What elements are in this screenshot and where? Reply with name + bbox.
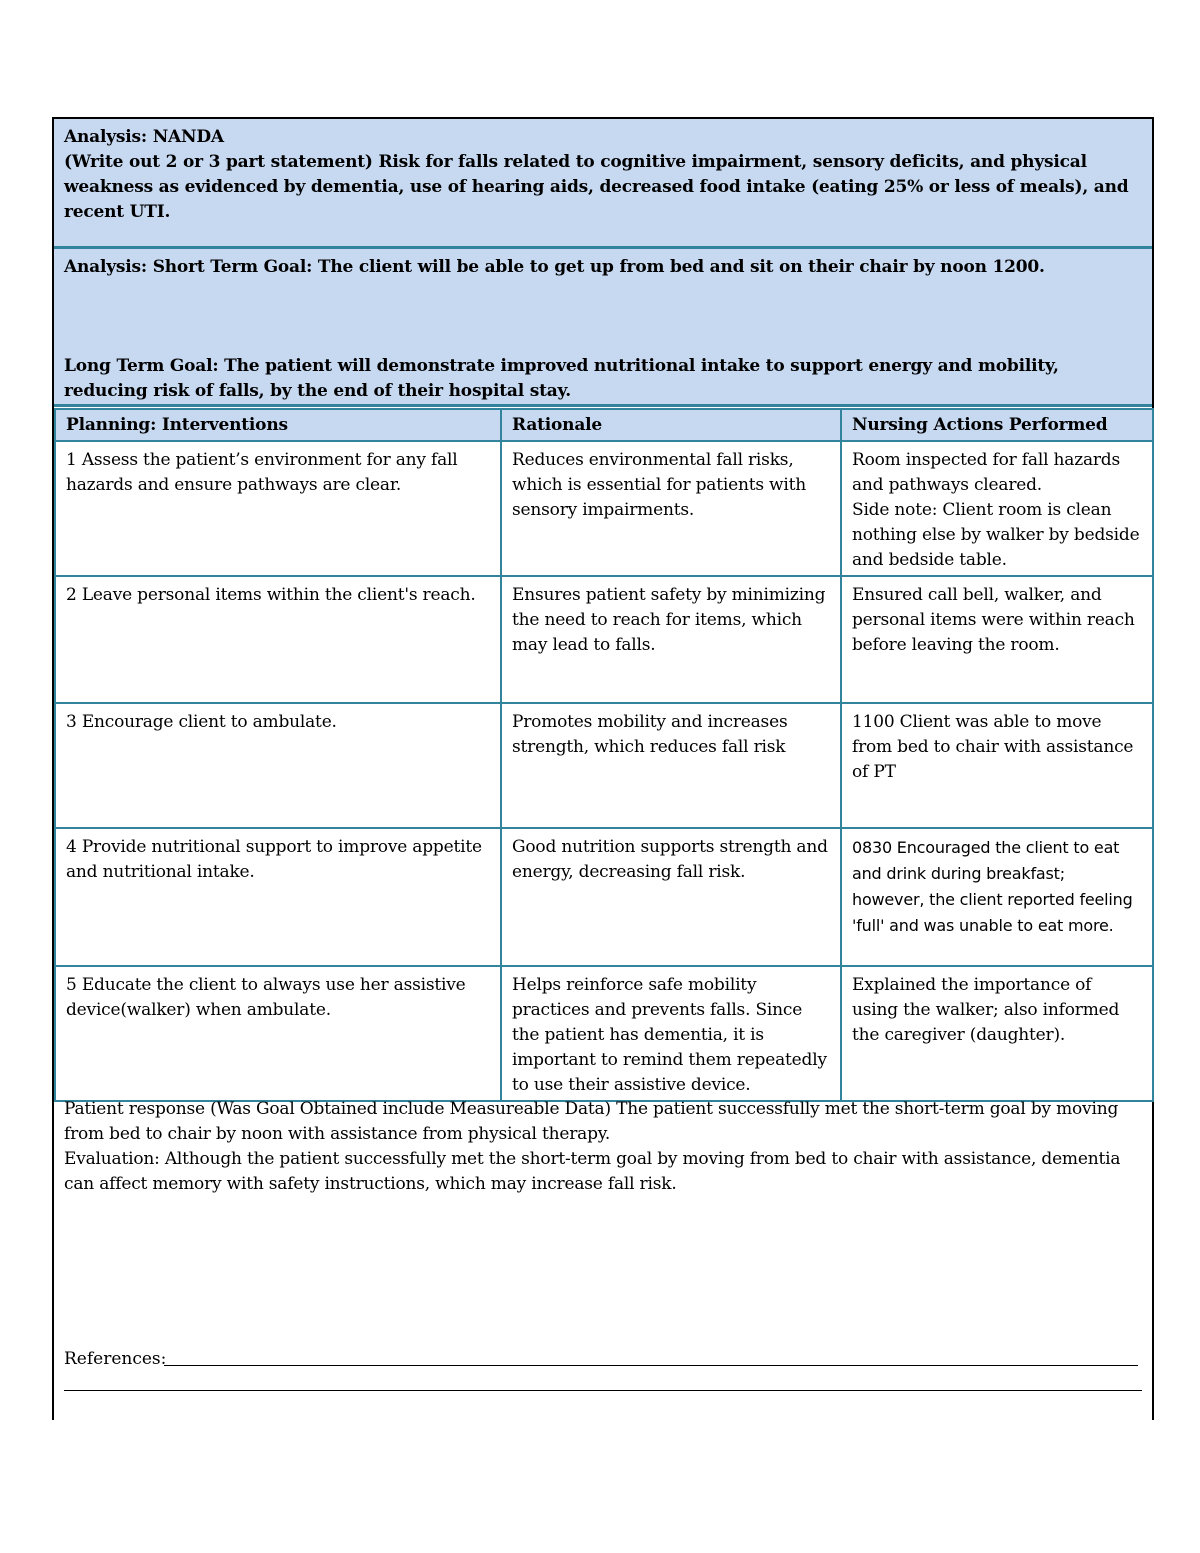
action-text: Room inspected for fall hazards and pathways cleared. [852,450,1121,495]
rationale-cell: Good nutrition supports strength and energy, decreasing fall risk. [501,828,841,966]
table-row [55,828,1153,966]
intervention-cell: 5 Educate the client to always use her assistive device(walker) when ambulate. [55,966,501,1101]
intervention-cell: 3 Encourage client to ambulate. [55,703,501,828]
nanda-section [54,119,1152,247]
header-rationale: Rationale [501,409,841,441]
short-term-goal: Analysis: Short Term Goal: The client will be able to get up from bed and sit on their chair by noon 1200. [64,257,1045,277]
table-row [55,703,1153,828]
header-interventions: Planning: Interventions [55,409,501,441]
long-term-goal: Long Term Goal: The patient will demonstrate improved nutritional intake to support energy and mobility, reducing risk of falls, by the end of their hospital stay. [64,356,1059,401]
rationale-cell: Ensures patient safety by minimizing the need to reach for items, which may lead to falls. [501,576,841,703]
references-line [164,1365,1138,1366]
nanda-label: Analysis: NANDA [64,127,224,147]
table-row [55,966,1153,1101]
action-cell: Explained the importance of using the walker; also informed the caregiver (daughter). [841,966,1153,1101]
action-side-note: Side note: Client room is clean nothing else by walker by bedside and bedside table. [852,500,1140,570]
nanda-statement: (Write out 2 or 3 part statement) Risk for falls related to cognitive impairment, sensory deficits, and physical weakness as evidenced by dementia, use of hearing aids, decreased food intake (eating 25% or less of meals), and recent UTI. [64,152,1129,222]
rationale-cell: Helps reinforce safe mobility practices and prevents falls. Since the patient has dementia, it is important to remind them repeatedly to use their assistive device. [501,966,841,1101]
goals-section [54,249,1152,405]
evaluation-text: Evaluation: Although the patient successfully met the short-term goal by moving from bed to chair with assistance, dementia can affect memory with safety instructions, which may increase fall risk. [64,1149,1121,1194]
interventions-table [54,408,1154,1102]
intervention-cell: 2 Leave personal items within the client's reach. [55,576,501,703]
rationale-cell: Promotes mobility and increases strength, which reduces fall risk [501,703,841,828]
intervention-cell: 4 Provide nutritional support to improve appetite and nutritional intake. [55,828,501,966]
section-divider [54,404,1152,407]
table-row [55,441,1153,576]
action-cell [841,441,1153,576]
patient-response: Patient response (Was Goal Obtained include Measureable Data) The patient successfully met the short-term goal by moving from bed to chair by noon with assistance from physical therapy. [64,1099,1119,1144]
table-row [55,576,1153,703]
rationale-cell: Reduces environmental fall risks, which is essential for patients with sensory impairments. [501,441,841,576]
intervention-cell: 1 Assess the patient’s environment for any fall hazards and ensure pathways are clear. [55,441,501,576]
references-label: References: [64,1349,167,1369]
action-cell: Ensured call bell, walker, and personal items were within reach before leaving the room. [841,576,1153,703]
table-header-row [55,409,1153,441]
references-line [64,1390,1142,1391]
action-cell: 0830 Encouraged the client to eat and drink during breakfast; however, the client reported feeling 'full' and was unable to eat more. [841,828,1153,966]
evaluation-section [54,1091,1152,1203]
action-cell: 1100 Client was able to move from bed to chair with assistance of PT [841,703,1153,828]
header-actions: Nursing Actions Performed [841,409,1153,441]
care-plan-sheet [52,117,1154,1420]
